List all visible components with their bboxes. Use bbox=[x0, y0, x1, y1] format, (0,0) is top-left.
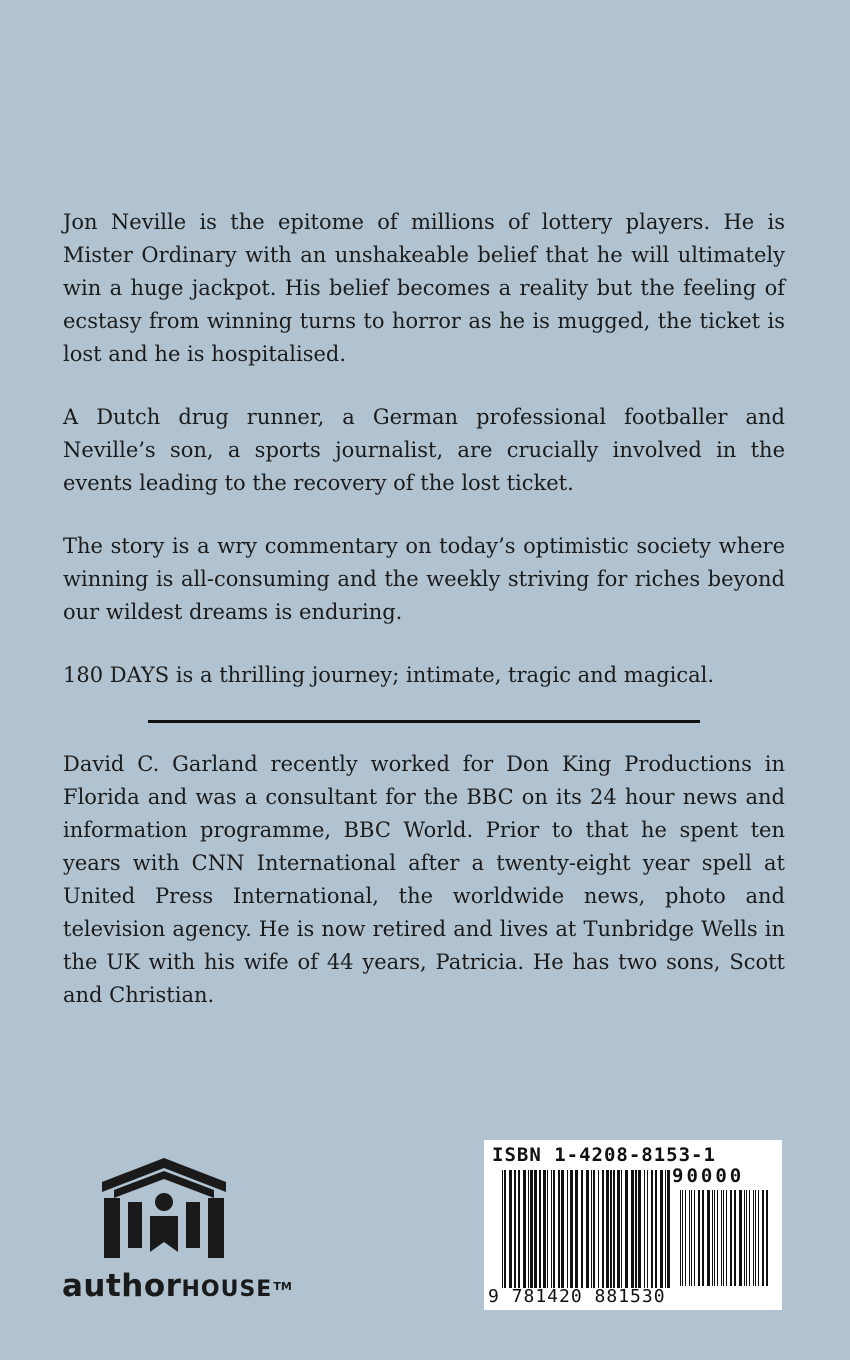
barcode-bar bbox=[691, 1190, 692, 1286]
barcode-addon-digits: 90000 bbox=[672, 1165, 745, 1187]
divider-rule bbox=[148, 720, 700, 723]
barcode-ean-digits: 9 781420 881530 bbox=[488, 1286, 666, 1307]
barcode-bar bbox=[621, 1170, 622, 1288]
barcode-bar bbox=[655, 1170, 657, 1288]
barcode-bar bbox=[606, 1170, 609, 1288]
barcode-bar bbox=[593, 1170, 595, 1288]
authorhouse-logo-icon bbox=[100, 1156, 228, 1260]
barcode-bar bbox=[502, 1170, 503, 1288]
barcode-bar bbox=[581, 1170, 583, 1288]
barcode-bar bbox=[539, 1170, 541, 1288]
barcode-bar bbox=[682, 1190, 683, 1286]
barcode-bar bbox=[610, 1170, 612, 1288]
blurb-paragraph-3: The story is a wry commentary on today’s optimistic society where winning is all-consuming and the weekly striving for riches beyond our wildest dreams is enduring. bbox=[63, 534, 785, 624]
barcode-bar bbox=[518, 1170, 520, 1288]
barcode-bar bbox=[543, 1170, 546, 1288]
barcode-bar bbox=[598, 1170, 599, 1288]
barcode-bar bbox=[730, 1190, 732, 1286]
barcode-bar bbox=[551, 1170, 552, 1288]
barcode-bar bbox=[734, 1190, 736, 1286]
barcode-bar bbox=[685, 1190, 686, 1286]
publisher-name-part2: HOUSE bbox=[181, 1277, 273, 1302]
barcode-bar bbox=[547, 1170, 548, 1288]
author-bio bbox=[63, 748, 785, 1042]
barcode-bar bbox=[758, 1190, 759, 1286]
barcode-bar bbox=[762, 1190, 764, 1286]
barcode-bar bbox=[530, 1170, 533, 1288]
barcode-bar bbox=[644, 1170, 645, 1288]
barcode-bar bbox=[746, 1190, 747, 1286]
barcode-bar bbox=[558, 1170, 560, 1288]
blurb bbox=[63, 206, 785, 692]
blurb-paragraph-2: A Dutch drug runner, a German professional footballer and Neville’s son, a sports journalist, are crucially involved in the events leading to the recovery of the lost ticket. bbox=[63, 405, 785, 495]
barcode-bar bbox=[707, 1190, 710, 1286]
barcode-bar bbox=[721, 1190, 722, 1286]
barcode-bar bbox=[744, 1190, 745, 1286]
barcode-bar bbox=[665, 1170, 666, 1288]
barcode-bar bbox=[680, 1190, 681, 1286]
barcode-bar bbox=[689, 1190, 690, 1286]
barcode-bar bbox=[553, 1170, 555, 1288]
barcode-bar bbox=[570, 1170, 573, 1288]
barcode-bar bbox=[509, 1170, 512, 1288]
barcode-bar bbox=[528, 1170, 529, 1288]
barcode-bar bbox=[712, 1190, 713, 1286]
blurb-tagline: 180 DAYS is a thrilling journey; intimate, tragic and magical. bbox=[63, 663, 715, 687]
barcode-bar bbox=[647, 1170, 648, 1288]
barcode-bar bbox=[635, 1170, 637, 1288]
barcode-bar bbox=[702, 1190, 704, 1286]
barcode-addon-bars bbox=[680, 1190, 776, 1286]
barcode-main-bars bbox=[502, 1170, 672, 1288]
barcode-bar bbox=[586, 1170, 589, 1288]
isbn-label: ISBN 1-4208-8153-1 bbox=[492, 1144, 716, 1166]
barcode-bar bbox=[717, 1190, 718, 1286]
barcode-bar bbox=[534, 1170, 537, 1288]
barcode-bar bbox=[723, 1190, 724, 1286]
barcode-bar bbox=[667, 1170, 670, 1288]
barcode-bar bbox=[575, 1170, 578, 1288]
isbn-barcode bbox=[484, 1140, 782, 1310]
blurb-paragraph-1: Jon Neville is the epitome of millions of lottery players. He is Mister Ordinary with an unshakeable belief that he will ultimately win a huge jackpot. His belief becomes a reality but the feeling of ecstasy from winning turns to horror as he is mugged, the ticket is lost and he is hospitalised. bbox=[63, 210, 785, 366]
barcode-bar bbox=[694, 1190, 695, 1286]
publisher-name-part1: author bbox=[62, 1268, 182, 1304]
barcode-bar bbox=[698, 1190, 700, 1286]
barcode-bar bbox=[514, 1170, 516, 1288]
barcode-bar bbox=[523, 1170, 526, 1288]
author-bio-text: David C. Garland recently worked for Don King Productions in Florida and was a consultant for the BBC on its 24 hour news and information programme, BBC World. Prior to that he spent ten years with CNN International after a twenty-eight year spell at United Press International, the worldwide news, photo and television agency. He is now retired and lives at Tunbridge Wells in the UK with his wife of 44 years, Patricia. He has two sons, Scott and Christian. bbox=[63, 752, 785, 1007]
barcode-bar bbox=[726, 1190, 727, 1286]
publisher-wordmark bbox=[62, 1268, 292, 1304]
barcode-bar bbox=[714, 1190, 715, 1286]
barcode-bar bbox=[625, 1170, 628, 1288]
barcode-bar bbox=[753, 1190, 754, 1286]
barcode-bar bbox=[613, 1170, 615, 1288]
barcode-bar bbox=[561, 1170, 564, 1288]
barcode-bar bbox=[591, 1170, 592, 1288]
publisher-logo bbox=[62, 1156, 292, 1306]
barcode-bar bbox=[602, 1170, 604, 1288]
barcode-bar bbox=[651, 1170, 653, 1288]
barcode-bar bbox=[749, 1190, 750, 1286]
barcode-bar bbox=[755, 1190, 756, 1286]
barcode-bar bbox=[638, 1170, 641, 1288]
trademark-mark: TM bbox=[273, 1279, 292, 1293]
barcode-bar bbox=[766, 1190, 768, 1286]
barcode-bar bbox=[660, 1170, 663, 1288]
barcode-bar bbox=[739, 1190, 742, 1286]
barcode-bar bbox=[504, 1170, 506, 1288]
barcode-bar bbox=[567, 1170, 568, 1288]
barcode-bar bbox=[617, 1170, 620, 1288]
barcode-bar bbox=[631, 1170, 634, 1288]
